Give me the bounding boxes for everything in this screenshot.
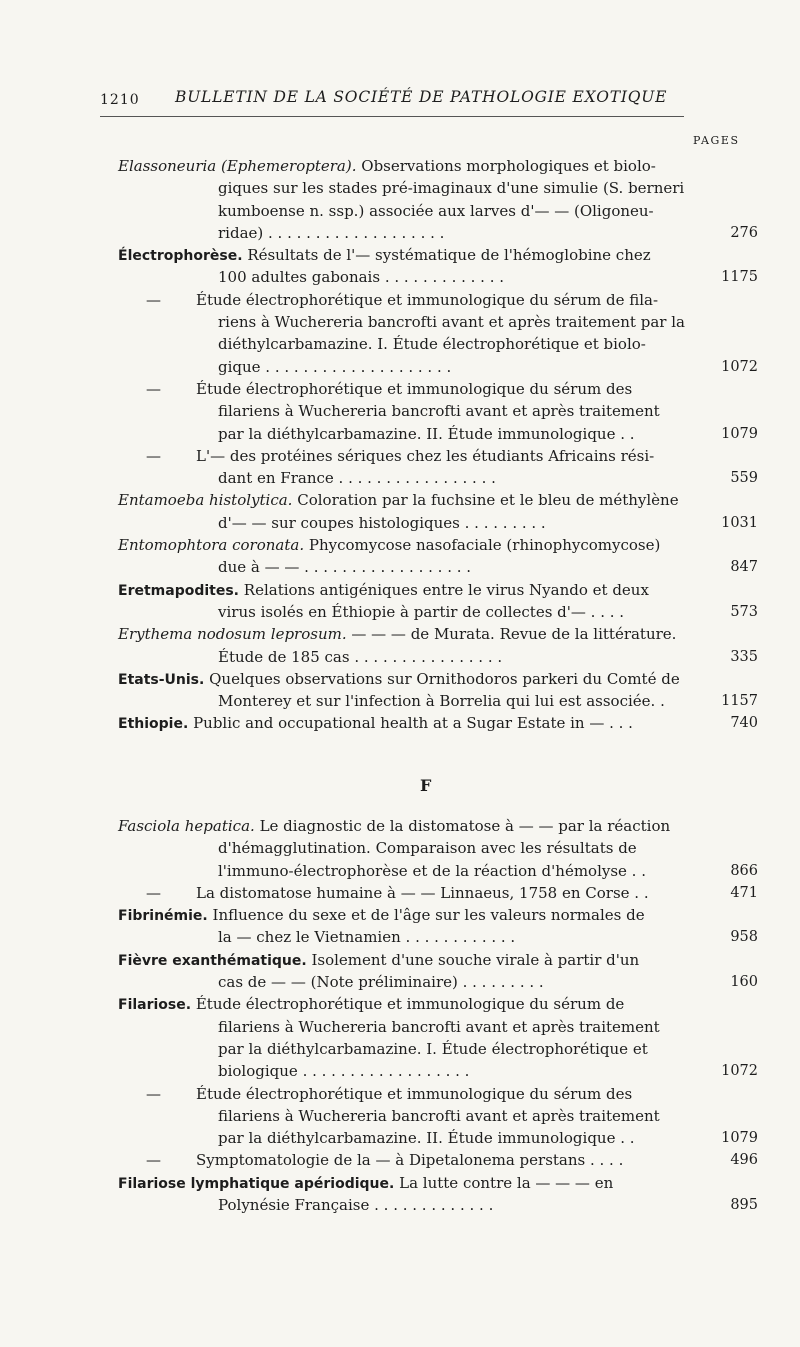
page-reference: 335 — [730, 648, 758, 665]
entry-line — [118, 1105, 758, 1127]
entry-text: Polynésie Française . . . . . . . . . . . . . — [218, 1196, 494, 1215]
entry-text: gique . . . . . . . . . . . . . . . . . . . . — [218, 357, 452, 376]
repeat-dash: — — [146, 446, 161, 465]
entry-text: La distomatose humaine à — — Linnaeus, 1758 en Corse . . — [196, 883, 649, 902]
entry-text: biologique . . . . . . . . . . . . . . . . . . — [218, 1062, 470, 1081]
entry-term: Etats-Unis. — [118, 671, 205, 688]
entry-line — [118, 1016, 758, 1038]
entry-text: Résultats de l'— systématique de l'hémoglobine chez — [247, 246, 651, 265]
entry-line — [118, 378, 758, 400]
entry-text: La lutte contre la — — — en — [399, 1173, 614, 1192]
entry-term: Ethiopie. — [118, 716, 189, 733]
index-entry — [118, 445, 758, 490]
entry-term: Électrophorèse. — [118, 248, 243, 265]
entry-text: ridae) . . . . . . . . . . . . . . . . . . . — [218, 223, 445, 242]
entry-line — [118, 445, 758, 467]
page-number: 1210 — [100, 92, 140, 108]
entry-line — [118, 1060, 758, 1082]
page-reference: 573 — [730, 603, 758, 620]
page-reference: 847 — [730, 559, 758, 576]
entry-line — [118, 579, 758, 601]
running-header — [100, 86, 684, 117]
entry-text: filariens à Wuchereria bancrofti avant et après traitement — [218, 402, 660, 421]
page-reference: 958 — [730, 929, 758, 946]
entry-text: Public and occupational health at a Sugar Estate in — . . . — [193, 714, 633, 733]
entry-text: par la diéthylcarbamazine. II. Étude immunologique . . — [218, 424, 635, 443]
repeat-dash: — — [146, 290, 161, 309]
index-entry — [118, 534, 758, 579]
index-entry — [118, 579, 758, 624]
entry-text: Étude électrophorétique et immunologique du sérum des — [196, 1084, 633, 1103]
index-entry — [118, 1149, 758, 1171]
entry-text: d'— — sur coupes histologiques . . . . . . . . . — [218, 513, 546, 532]
section-letter: F — [420, 776, 432, 795]
entry-term: Elassoneuria (Ephemeroptera). — [118, 157, 357, 175]
entry-line — [118, 266, 758, 288]
running-title: BULLETIN DE LA SOCIÉTÉ DE PATHOLOGIE EXOTIQUE — [175, 88, 668, 106]
entry-line — [118, 1038, 758, 1060]
entry-text: giques sur les stades pré-imaginaux d'une simulie (S. berneri — [218, 179, 685, 198]
entry-line — [118, 904, 758, 926]
pages-column-label: PAGES — [693, 134, 740, 147]
entry-text: Quelques observations sur Ornithodoros parkeri du Comté de — [209, 669, 680, 688]
entry-term: Fièvre exanthématique. — [118, 952, 307, 969]
repeat-dash: — — [146, 1084, 161, 1103]
entry-line — [118, 311, 758, 333]
entry-text: Le diagnostic de la distomatose à — — par la réaction — [259, 817, 671, 835]
entry-text: kumboense n. ssp.) associée aux larves d'— — (Oligoneu- — [218, 201, 654, 220]
entry-line — [118, 860, 758, 882]
index-entry — [118, 155, 758, 244]
entry-text: Étude de 185 cas . . . . . . . . . . . . . . . . — [218, 647, 503, 666]
index-entries-e — [118, 155, 758, 735]
entry-line — [118, 512, 758, 534]
entry-text: par la diéthylcarbamazine. II. Étude immunologique . . — [218, 1129, 635, 1148]
index-entry — [118, 949, 758, 994]
entry-line — [118, 222, 758, 244]
entry-line — [118, 1149, 758, 1171]
entry-line — [118, 1194, 758, 1216]
index-entries-f — [118, 815, 758, 1216]
entry-text: Relations antigéniques entre le virus Nyando et deux — [243, 580, 649, 599]
entry-line — [118, 155, 758, 177]
entry-text: filariens à Wuchereria bancrofti avant et après traitement — [218, 1106, 660, 1125]
entry-line — [118, 837, 758, 859]
entry-text: Étude électrophorétique et immunologique du sérum de — [195, 995, 625, 1014]
entry-text: Monterey et sur l'infection à Borrelia qui lui est associée. . — [218, 692, 665, 711]
entry-term: Entomophtora coronata. — [118, 536, 305, 555]
index-entry — [118, 904, 758, 949]
index-entry — [118, 993, 758, 1082]
entry-line — [118, 1127, 758, 1149]
entry-line — [118, 668, 758, 690]
page-reference: 559 — [730, 470, 758, 487]
index-entry — [118, 489, 758, 534]
index-entry — [118, 1083, 758, 1150]
entry-text: L'— des protéines sériques chez les étudiants Africains rési- — [196, 446, 655, 465]
index-entry — [118, 815, 758, 882]
entry-text: Observations morphologiques et biolo- — [361, 157, 656, 175]
entry-term: Entamoeba histolytica. — [118, 491, 293, 510]
entry-line — [118, 712, 758, 734]
entry-line — [118, 556, 758, 578]
entry-text: dant en France . . . . . . . . . . . . . . . . . — [218, 469, 496, 488]
entry-line — [118, 971, 758, 993]
entry-text: due à — — . . . . . . . . . . . . . . . . . . — [218, 558, 472, 577]
entry-line — [118, 400, 758, 422]
repeat-dash: — — [146, 1151, 161, 1170]
entry-text: Symptomatologie de la — à Dipetalonema perstans . . . . — [196, 1151, 624, 1170]
page-reference: 1072 — [721, 358, 758, 375]
entry-text: Influence du sexe et de l'âge sur les valeurs normales de — [212, 906, 645, 925]
entry-line — [118, 1172, 758, 1194]
page-reference: 496 — [730, 1152, 758, 1169]
page-reference: 276 — [730, 224, 758, 241]
page-reference: 1031 — [721, 514, 758, 531]
entry-text: diéthylcarbamazine. I. Étude électrophorétique et biolo- — [218, 335, 646, 354]
entry-term: Fasciola hepatica. — [118, 817, 255, 835]
page-reference: 1079 — [721, 425, 758, 442]
entry-term: Filariose. — [118, 997, 192, 1014]
entry-text: l'immuno-électrophorèse et de la réaction d'hémolyse . . — [218, 861, 646, 880]
entry-text: filariens à Wuchereria bancrofti avant et après traitement — [218, 1017, 660, 1036]
entry-line — [118, 1083, 758, 1105]
entry-text: Phycomycose nasofaciale (rhinophycomycose) — [308, 536, 661, 555]
entry-text: virus isolés en Éthiopie à partir de collectes d'— . . . . — [218, 602, 625, 621]
entry-line — [118, 356, 758, 378]
entry-line — [118, 200, 758, 222]
entry-line — [118, 926, 758, 948]
entry-term: Eretmapodites. — [118, 582, 239, 599]
entry-line — [118, 601, 758, 623]
entry-line — [118, 467, 758, 489]
index-entry — [118, 378, 758, 445]
entry-line — [118, 646, 758, 668]
page-reference: 1175 — [721, 269, 758, 286]
index-entry — [118, 712, 758, 734]
page-reference: 1072 — [721, 1063, 758, 1080]
entry-text: Étude électrophorétique et immunologique du sérum de fila- — [196, 290, 659, 309]
entry-term: Fibrinémie. — [118, 908, 208, 925]
index-entry — [118, 244, 758, 289]
page-reference: 866 — [730, 862, 758, 879]
index-entry — [118, 668, 758, 713]
entry-text: par la diéthylcarbamazine. I. Étude électrophorétique et — [218, 1039, 648, 1058]
entry-line — [118, 949, 758, 971]
index-entry — [118, 882, 758, 904]
page-reference: 1157 — [721, 693, 758, 710]
page-reference: 895 — [730, 1197, 758, 1214]
entry-line — [118, 882, 758, 904]
entry-line — [118, 993, 758, 1015]
entry-line — [118, 815, 758, 837]
repeat-dash: — — [146, 883, 161, 902]
entry-text: 100 adultes gabonais . . . . . . . . . . . . . — [218, 268, 505, 287]
page-reference: 740 — [730, 715, 758, 732]
entry-text: Étude électrophorétique et immunologique du sérum des — [196, 379, 633, 398]
entry-line — [118, 534, 758, 556]
page-reference: 1079 — [721, 1130, 758, 1147]
entry-line — [118, 623, 758, 645]
entry-line — [118, 289, 758, 311]
entry-text: d'hémagglutination. Comparaison avec les résultats de — [218, 839, 637, 858]
entry-term: Erythema nodosum leprosum. — [118, 625, 347, 644]
index-entry — [118, 289, 758, 378]
entry-line — [118, 423, 758, 445]
entry-text: cas de — — (Note préliminaire) . . . . . . . . . — [218, 973, 544, 992]
index-entry — [118, 623, 758, 668]
repeat-dash: — — [146, 379, 161, 398]
entry-line — [118, 177, 758, 199]
entry-term: Filariose lymphatique apériodique. — [118, 1175, 395, 1192]
entry-text: — — — de Murata. Revue de la littérature. — [351, 625, 677, 644]
entry-line — [118, 333, 758, 355]
index-entry — [118, 1172, 758, 1217]
page-reference: 160 — [730, 974, 758, 991]
entry-text: la — chez le Vietnamien . . . . . . . . . . . . — [218, 928, 516, 947]
entry-text: Coloration par la fuchsine et le bleu de méthylène — [297, 491, 679, 510]
entry-line — [118, 489, 758, 511]
page-reference: 471 — [730, 884, 758, 901]
entry-line — [118, 244, 758, 266]
entry-line — [118, 690, 758, 712]
entry-text: Isolement d'une souche virale à partir d'un — [311, 950, 640, 969]
entry-text: riens à Wuchereria bancrofti avant et après traitement par la — [218, 313, 685, 332]
